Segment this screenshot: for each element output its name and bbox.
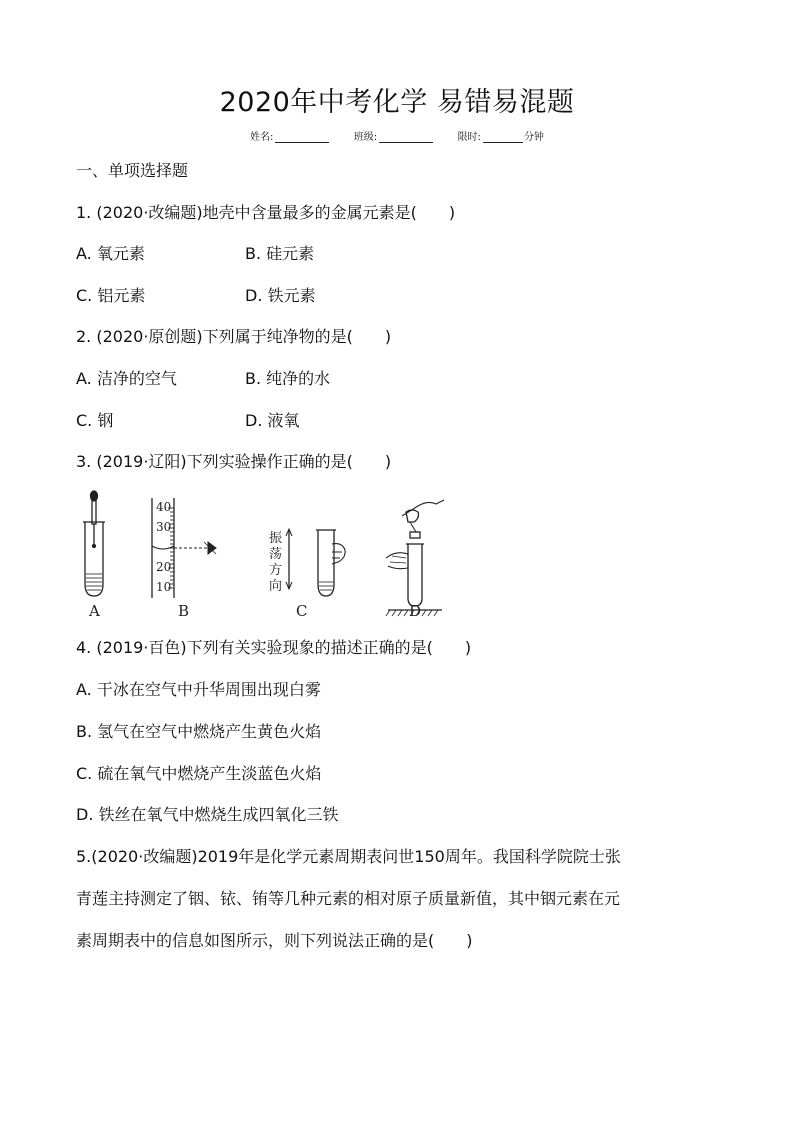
figure-d-pour bbox=[386, 500, 444, 616]
question-2 bbox=[76, 327, 391, 347]
shake-text: 荡 bbox=[269, 547, 283, 562]
figure-label-a: A bbox=[89, 602, 100, 620]
name-blank[interactable] bbox=[275, 132, 329, 143]
q2-option-c[interactable]: C. 钢 bbox=[76, 411, 114, 430]
q3-figure bbox=[70, 486, 470, 622]
time-blank[interactable] bbox=[483, 132, 523, 143]
question-source: (2020·改编题) bbox=[91, 847, 198, 866]
shake-text: 向 bbox=[269, 579, 283, 594]
question-3 bbox=[76, 452, 391, 472]
q4-option-d[interactable]: D. 铁丝在氧气中燃烧生成四氧化三铁 bbox=[76, 805, 339, 824]
question-number: 4. bbox=[76, 638, 92, 657]
scale-label: 10 bbox=[156, 580, 172, 594]
shake-text: 振 bbox=[269, 531, 283, 546]
student-info-row bbox=[0, 128, 794, 143]
question-number: 3. bbox=[76, 452, 92, 471]
question-stem: 下列属于纯净物的是( ) bbox=[202, 327, 392, 346]
minutes-label: 分钟 bbox=[523, 132, 544, 143]
figure-a-dropper-tube bbox=[83, 491, 105, 596]
scale-label: 30 bbox=[156, 520, 172, 534]
q4-option-b[interactable]: B. 氢气在空气中燃烧产生黄色火焰 bbox=[76, 722, 322, 741]
q2-option-a[interactable]: A. 洁净的空气 bbox=[76, 369, 177, 388]
q1-option-d[interactable]: D. 铁元素 bbox=[245, 286, 316, 305]
q2-option-b[interactable]: B. 纯净的水 bbox=[245, 369, 331, 388]
question-4 bbox=[76, 638, 471, 658]
question-text-line: 素周期表中的信息如图所示，则下列说法正确的是( ) bbox=[76, 931, 473, 950]
class-label: 班级: bbox=[353, 132, 378, 143]
section-heading: 一、单项选择题 bbox=[76, 161, 189, 180]
q1-option-a[interactable]: A. 氧元素 bbox=[76, 244, 145, 263]
question-source: (2020·改编题) bbox=[96, 203, 203, 222]
scale-label: 20 bbox=[156, 560, 172, 574]
scale-label: 40 bbox=[156, 500, 172, 514]
page-title: 2020年中考化学 易错易混题 bbox=[219, 87, 575, 118]
class-blank[interactable] bbox=[379, 132, 433, 143]
question-stem: 地壳中含量最多的金属元素是( ) bbox=[202, 203, 456, 222]
name-label: 姓名: bbox=[250, 132, 274, 143]
q1-option-c[interactable]: C. 铝元素 bbox=[76, 286, 146, 305]
question-number: 5. bbox=[76, 847, 92, 866]
q1-option-b[interactable]: B. 硅元素 bbox=[245, 244, 315, 263]
question-stem: 下列有关实验现象的描述正确的是( ) bbox=[186, 638, 472, 657]
question-source: (2019·百色) bbox=[96, 638, 187, 657]
question-1 bbox=[76, 203, 455, 223]
q4-option-c[interactable]: C. 硫在氧气中燃烧产生淡蓝色火焰 bbox=[76, 764, 322, 783]
q2-option-d[interactable]: D. 液氧 bbox=[245, 411, 300, 430]
question-text-line: 青莲主持测定了铟、铱、铕等几种元素的相对原子质量新值，其中铟元素在元 bbox=[76, 889, 621, 908]
question-number: 2. bbox=[76, 327, 92, 346]
question-stem: 下列实验操作正确的是( ) bbox=[186, 452, 392, 471]
figure-label-b: B bbox=[178, 602, 190, 620]
question-text-line: 2019年是化学元素周期表问世150周年。我国科学院院士张 bbox=[197, 847, 621, 866]
question-number: 1. bbox=[76, 203, 92, 222]
time-label: 限时: bbox=[457, 132, 481, 143]
figure-c-shake bbox=[286, 529, 345, 596]
question-source: (2020·原创题) bbox=[96, 327, 203, 346]
figure-label-d: D bbox=[409, 602, 422, 620]
figure-label-c: C bbox=[296, 602, 308, 620]
question-source: (2019·辽阳) bbox=[96, 452, 187, 471]
q4-option-a[interactable]: A. 干冰在空气中升华周围出现白雾 bbox=[76, 680, 321, 699]
question-5 bbox=[76, 847, 726, 867]
shake-text: 方 bbox=[269, 563, 283, 578]
